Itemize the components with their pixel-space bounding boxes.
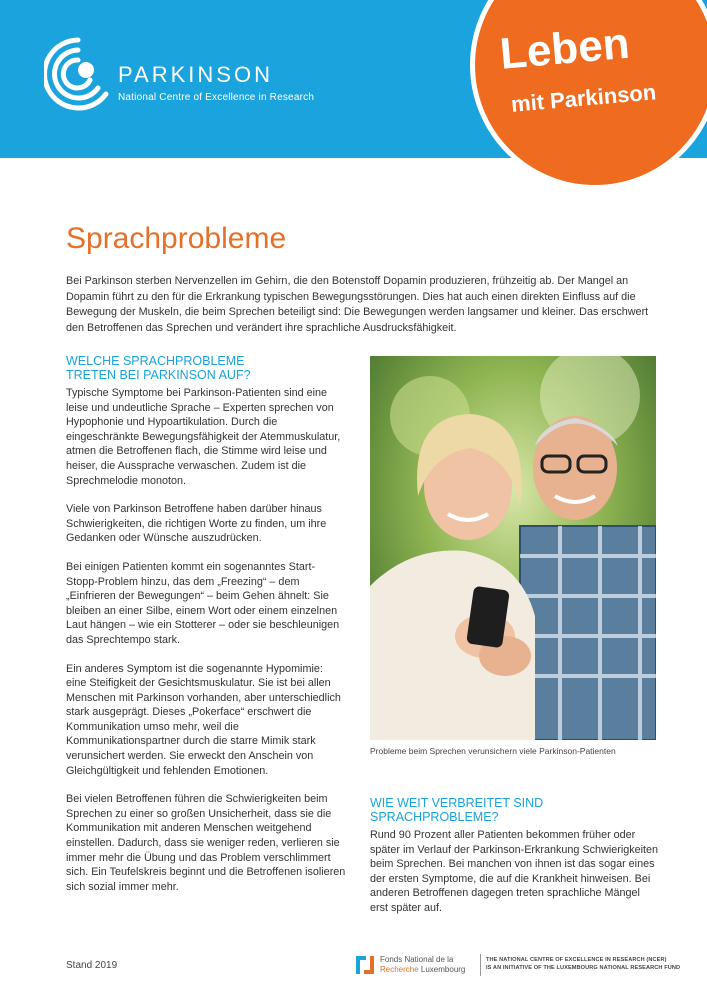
- section2-paragraph: Rund 90 Prozent aller Patienten bekommen früher oder später im Verlauf der Parkinson-Erkrankung Schwierigkeiten beim Sprechen. Bei manchen von ihnen ist das sogar eines der ersten Symptome, die auf die Krankheit hinweisen. Bei anderen Betroffenen dagegen treten sprachliche Mängel erst später auf.: [370, 829, 659, 914]
- page-title: Sprachprobleme: [66, 222, 287, 256]
- fnr-line2-highlight: Recherche: [380, 965, 419, 974]
- ncer-line1: THE NATIONAL CENTRE OF EXCELLENCE IN RESEARCH (NCER): [486, 957, 667, 963]
- section1-heading: [66, 354, 346, 382]
- intro-paragraph: Bei Parkinson sterben Nervenzellen im Gehirn, die den Botenstoff Dopamin produzieren, frühzeitig ab. Der Mangel an Dopamin führt zu den für die Erkrankung typischen Bewegungsstörungen. Dies hat auch einen direkten Einfluss auf die Bewegung der Muskeln, die beim Sprechen beteiligt sind: Die Bewegungen werden langsamer und kleiner. Das erschwert den Betroffenen das Sprechen und verändert ihre sprachliche Ausdrucksfähigkeit.: [66, 275, 649, 334]
- photo-couple-smartphone: [370, 356, 656, 740]
- section2-heading-line2: SPRACHPROBLEME?: [370, 810, 499, 824]
- fnr-logo-text: [380, 955, 465, 975]
- footer-divider: [480, 954, 481, 976]
- section1-paragraph: Ein anderes Symptom ist die sogenannte Hypomimie: eine Steifigkeit der Gesichtsmuskulatur. Sie ist bei allen Menschen mit Parkinson vorhanden, aber unterschiedlich stark ausgeprägt. Dieses „Pokerface“ erschwert die Kommunikation umso mehr, weil die Kommunikationspartner durch die starre Mimik stark verunsichert werden. Sie erweckt den Anschein von Gleichgültigkeit und fehlenden Emotionen.: [66, 662, 341, 777]
- ncer-statement: [486, 956, 680, 972]
- section1-paragraph: Viele von Parkinson Betroffene haben darüber hinaus Schwierigkeiten, die richtigen Worte zu finden, um ihre Gedanken oder Wünsche auszudrücken.: [66, 503, 327, 545]
- section2-heading: [370, 796, 660, 824]
- logo-name: PARKINSON: [118, 62, 273, 87]
- photo-illustration: [370, 356, 656, 740]
- section1-heading-line1: WELCHE SPRACHPROBLEME: [66, 354, 245, 368]
- left-column: [66, 354, 346, 908]
- ncer-line2: IS AN INITIATIVE OF THE LUXEMBOURG NATIONAL RESEARCH FUND: [486, 965, 681, 971]
- fnr-line2: [380, 965, 465, 975]
- badge-title: Leben: [498, 18, 632, 79]
- section2-heading-line1: WIE WEIT VERBREITET SIND: [370, 796, 544, 810]
- section1-paragraph: Bei einigen Patienten kommt ein sogenanntes Start-Stopp-Problem hinzu, das dem „Freezing“ – dem „Einfrieren der Bewegungen“ – beim Gehen ähnelt: Sie bleiben an einer Silbe, einem Wort oder einem einzelnen Laut hängen – wie ein Stotterer – oder sie beschleunigen das Sprechtempo stark.: [66, 560, 340, 646]
- fnr-line2-rest: Luxembourg: [418, 965, 466, 974]
- badge-subtitle: mit Parkinson: [510, 79, 658, 117]
- section1-paragraph: Bei vielen Betroffenen führen die Schwierigkeiten beim Sprechen zu einer so großen Unsicherheit, dass sie die Kommunikation mit anderen Menschen weitgehend einstellen. Dadurch, dass sie weniger reden, verlieren sie immer mehr die Übung und das Problem verschlimmert sich. Ein Teufelskreis beginnt und die Betroffenen isolieren sich sozial immer mehr.: [66, 793, 346, 893]
- section1-paragraph: Typische Symptome bei Parkinson-Patienten sind eine leise und undeutliche Sprache – Experten sprechen von Hypophonie und Hypoartikulation. Durch die eingeschränkte Bewegungsfähigkeit der Atemmuskulatur, atmen die Betroffenen flach, die Stimme wird leise und heiser, die Aussprache verwaschen. Zudem ist die Sprechmelodie monoton.: [66, 387, 341, 487]
- section1-heading-line2: TRETEN BEI PARKINSON AUF?: [66, 368, 251, 382]
- fnr-logo-icon: [354, 954, 376, 976]
- parkinson-logo-icon: [44, 34, 112, 114]
- fnr-line1: Fonds National de la: [380, 955, 454, 964]
- right-column: [370, 796, 660, 930]
- footer-date: Stand 2019: [66, 960, 118, 971]
- photo-caption: Probleme beim Sprechen verunsichern viele Parkinson-Patienten: [370, 746, 616, 756]
- logo-subtitle: National Centre of Excellence in Research: [118, 92, 315, 103]
